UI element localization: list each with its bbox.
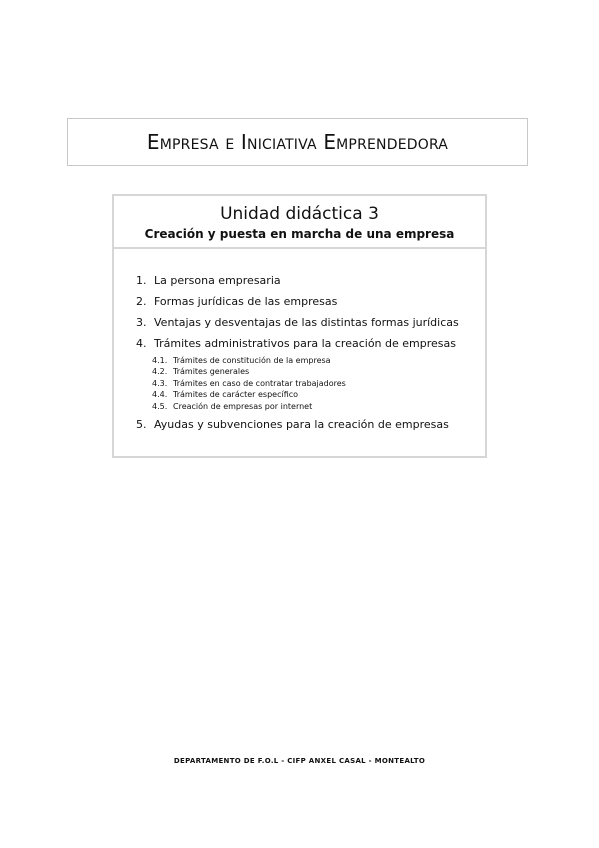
table-of-contents xyxy=(136,270,479,435)
page-footer: DEPARTAMENTO DE F.O.L - CIFP ANXEL CASAL - MONTEALTO xyxy=(173,757,426,765)
toc-item-number: 5. xyxy=(136,418,147,432)
unit-subtitle: Creación y puesta en marcha de una empresa xyxy=(144,227,455,241)
toc-item-number: 4. xyxy=(136,337,147,350)
toc-subitem-number: 4.2. xyxy=(152,367,168,377)
toc-item-2 xyxy=(136,291,479,312)
toc-item-1 xyxy=(136,270,479,291)
document-title-box xyxy=(67,118,528,166)
toc-item-number: 1. xyxy=(136,274,147,287)
toc-subitem xyxy=(152,366,479,377)
unit-label: Unidad didáctica 3 xyxy=(220,204,379,224)
toc-item-5 xyxy=(136,414,479,435)
toc-subitem xyxy=(152,401,479,412)
toc-subitem-text: Trámites en caso de contratar trabajadores xyxy=(173,378,346,388)
toc-item-text: Ayudas y subvenciones para la creación de empresas xyxy=(154,418,449,432)
toc-item-text: Formas jurídicas de las empresas xyxy=(154,295,338,308)
toc-subitem xyxy=(152,355,479,366)
toc-item-text: Ventajas y desventajas de las distintas formas jurídicas xyxy=(154,316,459,329)
toc-item-number: 3. xyxy=(136,316,147,329)
toc-subitem-number: 4.5. xyxy=(152,401,168,411)
toc-item-number: 2. xyxy=(136,295,147,308)
toc-subitem xyxy=(152,378,479,389)
toc-item-4 xyxy=(136,333,479,354)
unit-header xyxy=(114,196,485,249)
toc-item-text: Trámites administrativos para la creación de empresas xyxy=(154,337,456,350)
document-title: Empresa e Iniciativa Emprendedora xyxy=(146,130,449,154)
unit-box xyxy=(112,194,487,458)
toc-subitem-text: Creación de empresas por internet xyxy=(173,401,313,411)
toc-subitems xyxy=(152,355,479,412)
toc-item-text: La persona empresaria xyxy=(154,274,281,287)
toc-subitem-number: 4.1. xyxy=(152,356,168,365)
toc-subitem-text: Trámites de constitución de la empresa xyxy=(173,356,331,365)
toc-subitem-number: 4.3. xyxy=(152,378,168,388)
toc-subitem-text: Trámites de carácter específico xyxy=(173,390,299,400)
toc-subitem-text: Trámites generales xyxy=(173,367,250,377)
toc-subitem xyxy=(152,389,479,400)
toc-subitem-number: 4.4. xyxy=(152,390,168,400)
toc-item-3 xyxy=(136,312,479,333)
